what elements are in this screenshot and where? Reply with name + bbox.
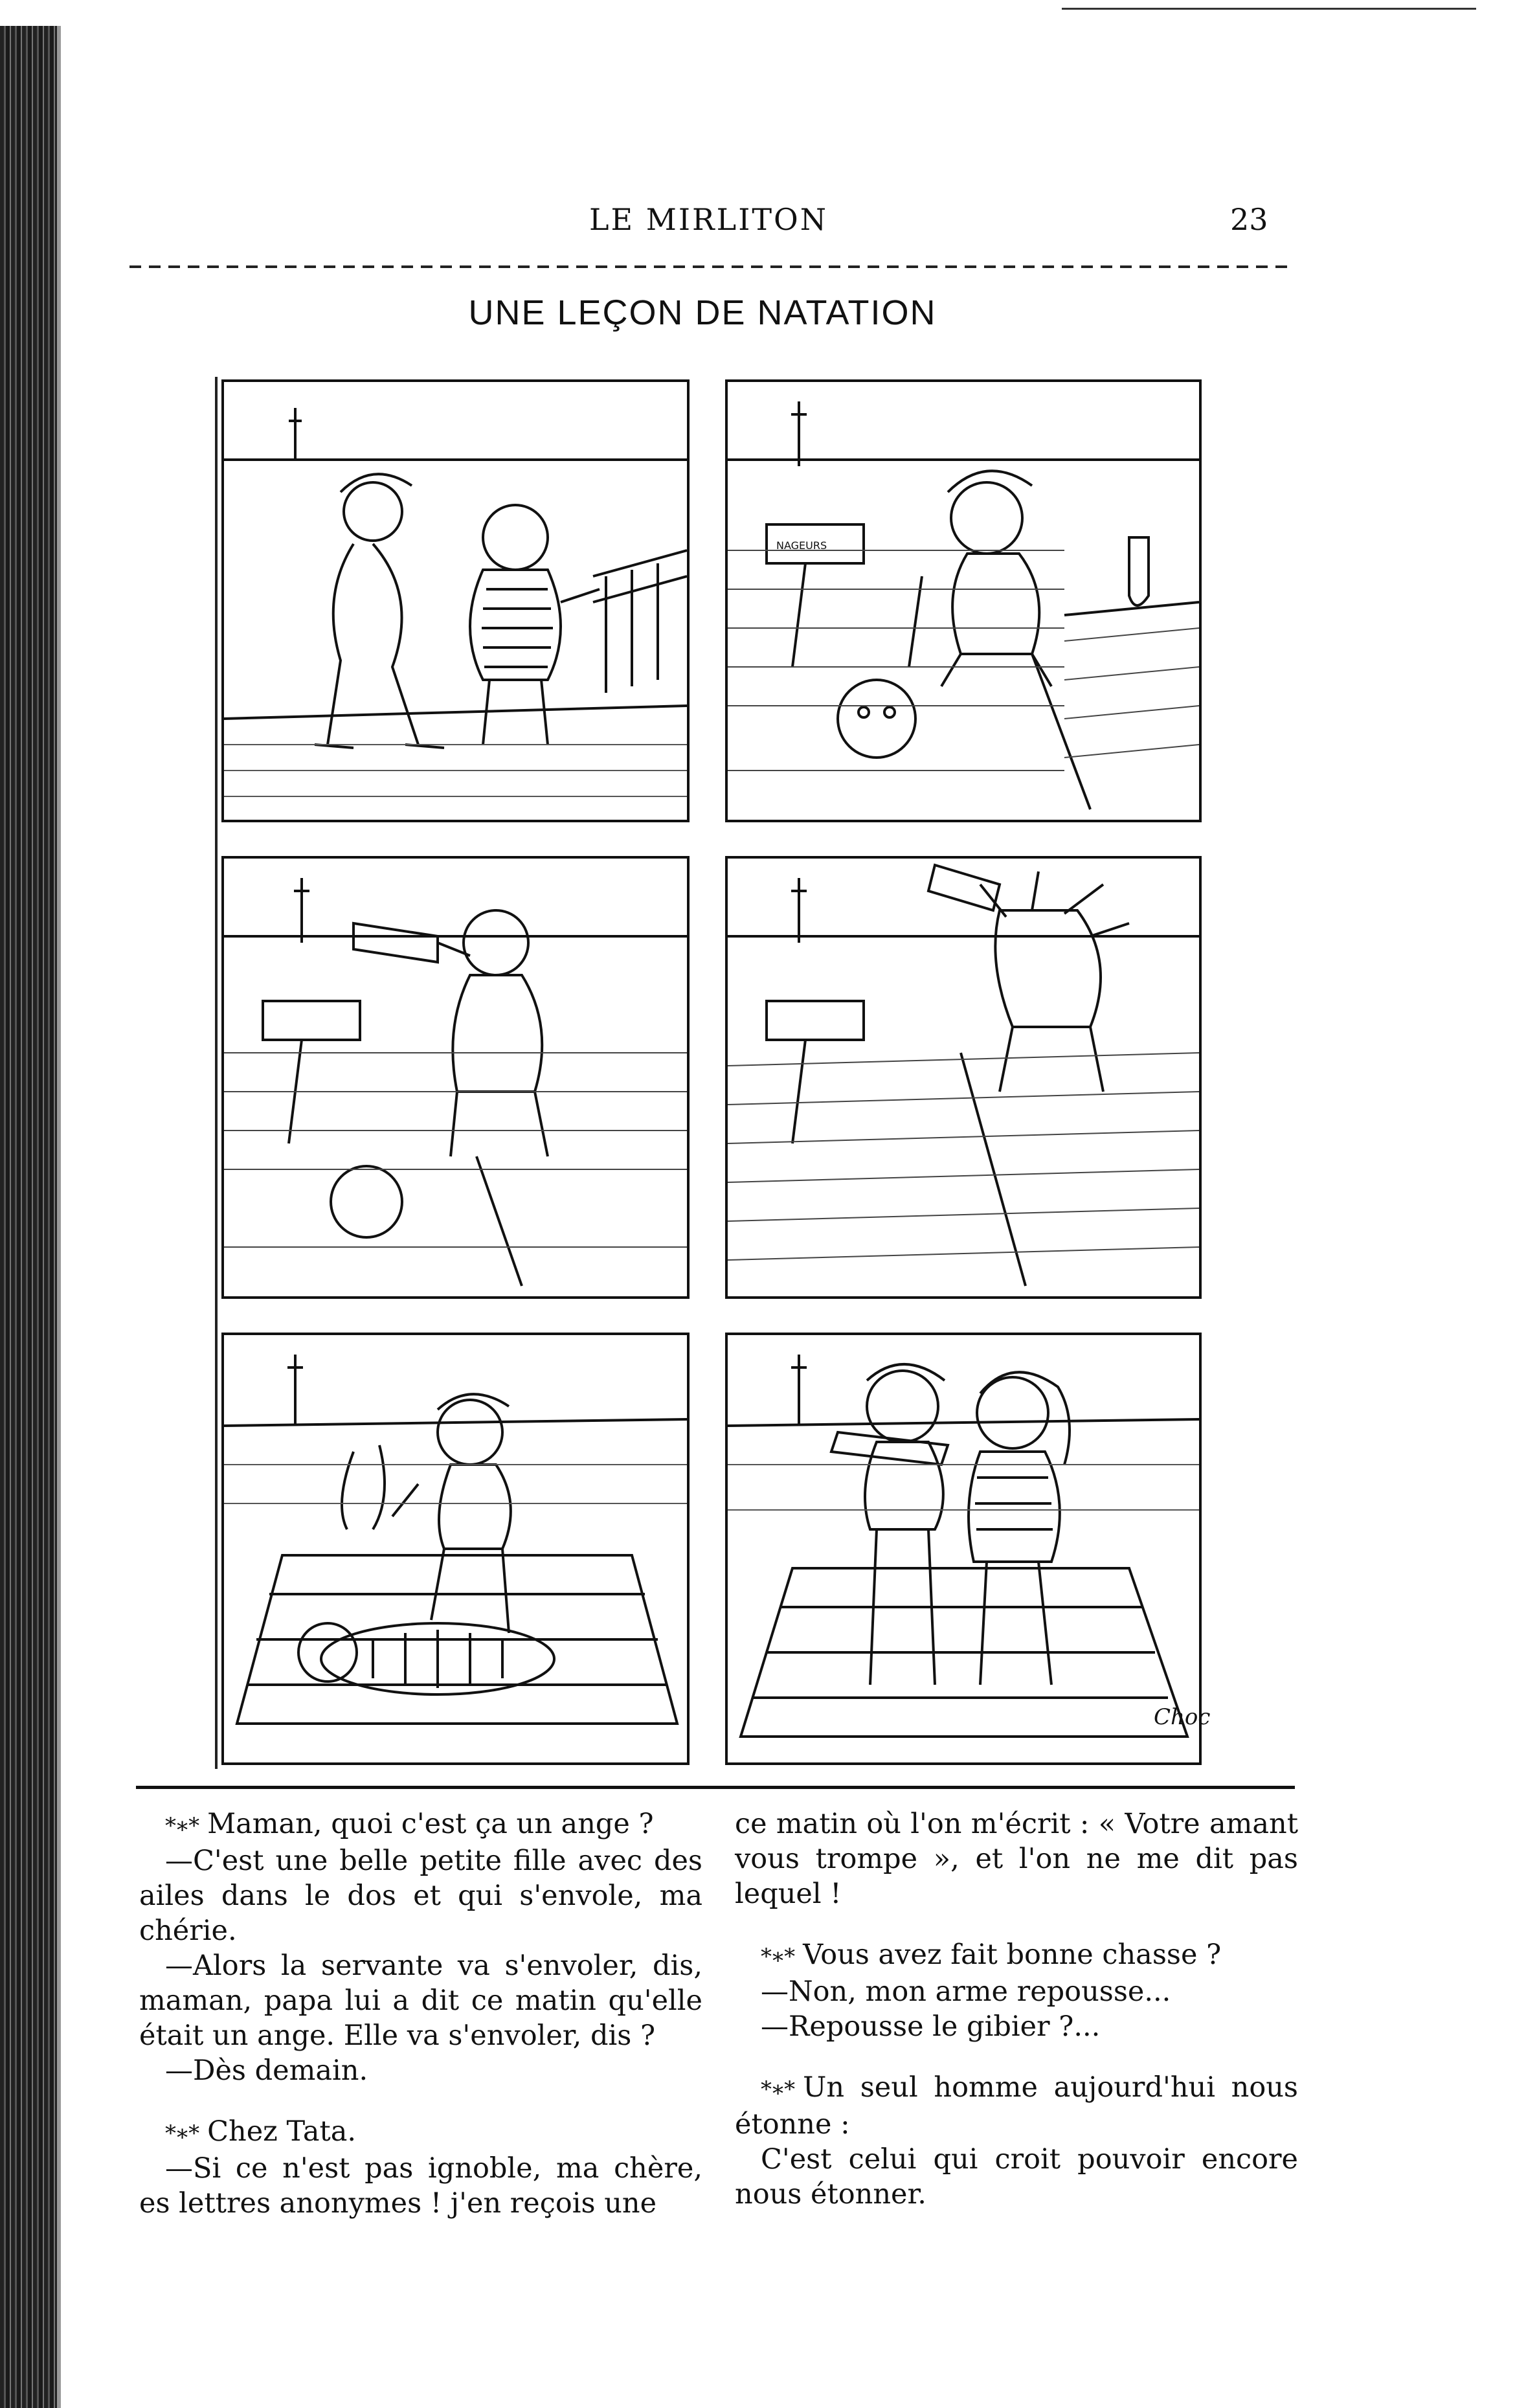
panel-5-drawing [224, 1335, 687, 1762]
running-head [136, 193, 1295, 245]
paragraph-text: —Dès demain. [165, 2054, 368, 2087]
header-rule [129, 265, 1295, 268]
paragraph-text: —Non, mon arme repousse... [761, 1975, 1171, 2008]
panel-1-drawing [224, 382, 687, 820]
comic-panel-3 [221, 856, 690, 1299]
asterism-icon: *∗* [165, 1813, 199, 1839]
comic-panel-1 [221, 379, 690, 822]
panel-3-drawing [224, 859, 687, 1296]
article-title: UNE LEÇON DE NATATION [468, 293, 937, 332]
asterism-icon: *∗* [761, 1944, 794, 1970]
asterism-icon: *∗* [761, 2076, 794, 2102]
paragraph-text: C'est celui qui croit pouvoir encore nous étonner. [735, 2143, 1298, 2211]
paragraph-text: ce matin où l'on m'écrit : « Votre amant vous trompe », et l'on ne me dit pas lequel ! [735, 1808, 1298, 1910]
top-edge-line [1062, 8, 1476, 10]
comic-strip [215, 377, 1211, 1769]
left-column [139, 1806, 702, 2221]
paragraph-text: —Alors la servante va s'envoler, dis, maman, papa lui a dit ce matin qu'elle était un ange. Elle va s'envoler, dis ? [139, 1950, 702, 2052]
paragraph-text: —C'est une belle petite fille avec des ailes dans le dos et qui s'envole, ma chérie. [139, 1845, 702, 1947]
paragraph [139, 1806, 702, 1843]
panel-2-drawing [728, 382, 1199, 820]
paragraph [735, 2070, 1298, 2142]
paragraph [139, 2053, 702, 2088]
panel-2-sign: NAGEURS [776, 539, 827, 552]
page-number: 23 [1230, 202, 1268, 237]
paragraph [735, 2142, 1298, 2212]
panel-6-drawing [728, 1335, 1199, 1762]
paragraph-text: —Si ce n'est pas ignoble, ma chère, es lettres anonymes ! j'en reçois une [139, 2152, 702, 2220]
paragraph-text: Chez Tata. [207, 2115, 357, 2148]
section-rule [136, 1786, 1295, 1789]
panel-4-drawing [728, 859, 1199, 1296]
comic-panel-4 [725, 856, 1202, 1299]
paragraph [139, 1843, 702, 1948]
comic-panel-6 [725, 1333, 1202, 1765]
page-binding-edge [0, 26, 57, 2408]
paragraph [735, 2009, 1298, 2044]
paragraph-text: —Repousse le gibier ?... [761, 2010, 1101, 2043]
paragraph-text: Vous avez fait bonne chasse ? [803, 1939, 1222, 1971]
binding-shadow [57, 26, 61, 2408]
paragraph [735, 1937, 1298, 1974]
paragraph-text: Maman, quoi c'est ça un ange ? [207, 1808, 654, 1840]
right-column [735, 1806, 1298, 2212]
comic-panel-5 [221, 1333, 690, 1765]
comic-panel-2 [725, 379, 1202, 822]
asterism-icon: *∗* [165, 2121, 199, 2146]
artist-signature: Choc [1154, 1704, 1211, 1730]
paragraph [139, 1948, 702, 2053]
paragraph [139, 2114, 702, 2151]
paragraph [735, 1806, 1298, 1911]
paragraph [139, 2151, 702, 2221]
paragraph-text: Un seul homme aujourd'hui nous étonne : [735, 2071, 1298, 2141]
paragraph [735, 1974, 1298, 2009]
journal-title: LE MIRLITON [589, 202, 829, 237]
